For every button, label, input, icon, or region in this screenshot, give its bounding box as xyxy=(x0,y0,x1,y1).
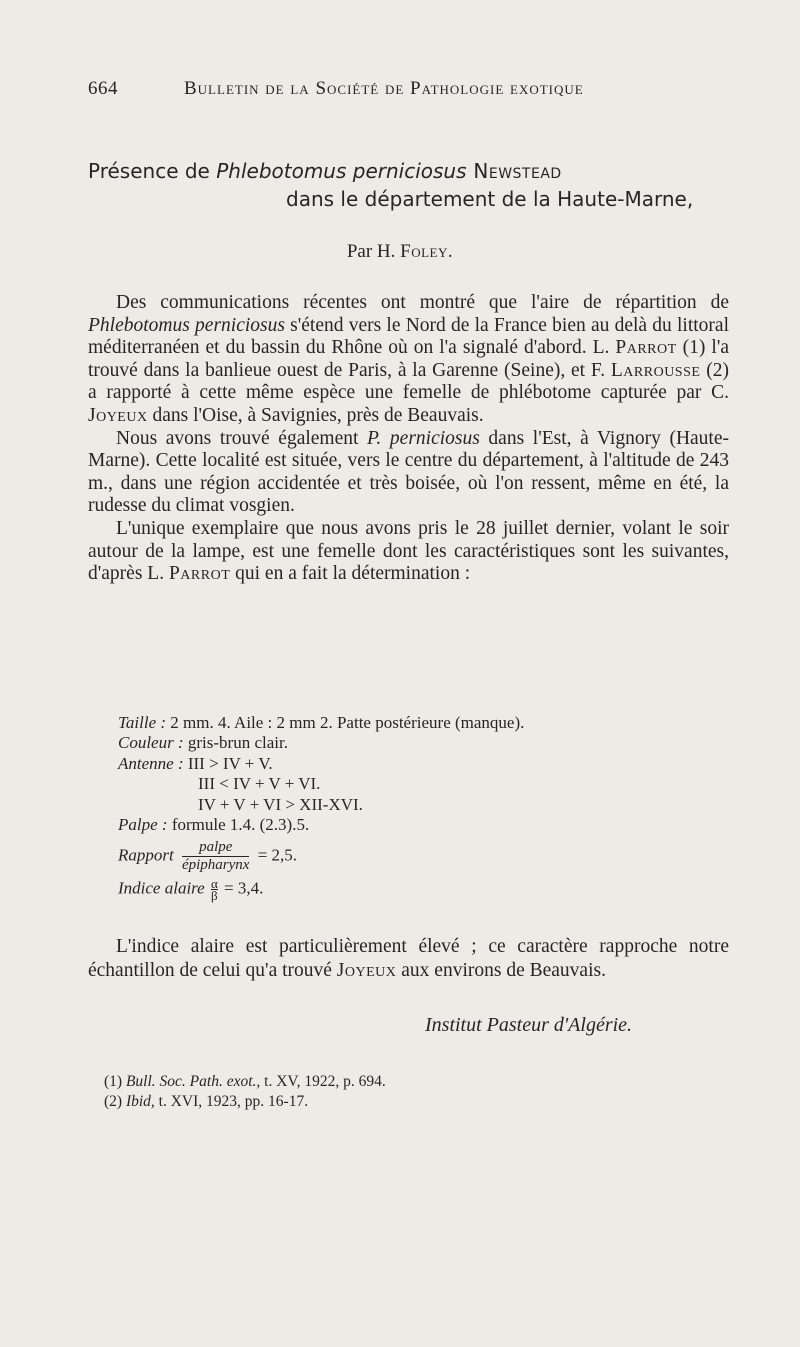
couleur-row: Couleur : gris-brun clair. xyxy=(118,733,288,753)
article-title xyxy=(88,157,728,213)
palpe-row: Palpe : formule 1.4. (2.3).5. xyxy=(118,815,310,835)
indice-fraction: $\frac{\alpha}{\beta}$ xyxy=(210,876,218,904)
page-number: 664 xyxy=(88,78,118,99)
article-body xyxy=(88,292,729,586)
paragraph-3: L'unique exemplaire que nous avons pris le 28 juillet dernier, volant le soir autour de la lampe, est une femelle dont les caractéristiques sont les suivantes, d'après L. Parrot qui en a fait la détermination : xyxy=(88,517,729,585)
title-species: Phlebotomus perniciosus xyxy=(216,159,467,183)
antenne-row-2: III < IV + V + VI. xyxy=(198,774,321,794)
paragraph-2: Nous avons trouvé également P. perniciosus dans l'Est, à Vignory (Haute-Marne). Cette localité est située, vers le centre du département, à l'altitude de 243 m., dans une région accidentée et très boisée, où l'on ressent, même en été, la rudesse du climat vosgien. xyxy=(88,427,729,517)
closing-paragraph: L'indice alaire est particulièrement élevé ; ce caractère rapproche notre échantillon de celui qu'a trouvé Joyeux aux environs de Beauvais. xyxy=(88,936,729,981)
antenne-row-3: IV + V + VI > XII-XVI. xyxy=(198,794,363,814)
indice-row: Indice alaire $\frac{\alpha}{\beta}$ = 3,4. xyxy=(118,876,264,904)
byline: Par H. Foley. xyxy=(346,241,454,262)
measurements-block xyxy=(118,713,698,904)
paragraph-1: Des communications récentes ont montré que l'aire de répartition de Phlebotomus perniciosus s'étend vers le Nord de la France bien au delà du littoral méditerranéen et du bassin du Rhône où on l'a signalé d'abord. L. Parrot (1) l'a trouvé dans la banlieue ouest de Paris, à la Garenne (Seine), et F. Larrousse (2) a rapporté à cette même espèce une femelle de phlébotome capturée par C. Joyeux dans l'Oise, à Savignies, près de Beauvais. xyxy=(88,292,729,426)
title-author: Newstead xyxy=(466,159,562,183)
footnotes xyxy=(104,1072,386,1112)
author-name: Foley. xyxy=(400,241,454,262)
title-line-1: Présence de Phlebotomus perniciosus Newstead xyxy=(88,159,562,183)
taille-row: Taille : 2 mm. 4. Aile : 2 mm 2. Patte postérieure (manque). xyxy=(118,713,525,732)
footnote-1: (1) Bull. Soc. Path. exot., t. XV, 1922, p. 694. xyxy=(104,1073,386,1090)
title-line-2: dans le département de la Haute-Marne, xyxy=(286,187,694,211)
running-title: Bulletin de la Société de Pathologie exotique xyxy=(184,78,584,99)
antenne-row: Antenne : III > IV + V. xyxy=(118,753,273,773)
institution: Institut Pasteur d'Algérie. xyxy=(425,1014,633,1036)
rapport-fraction: $\frac{\text{palpe}}{\text{épipharynx}}$ xyxy=(181,839,250,874)
rapport-row: Rapport $\frac{\text{palpe}}{\text{épipharynx}}$ = 2,5. xyxy=(118,839,298,874)
footnote-2: (2) Ibid, t. XVI, 1923, pp. 16-17. xyxy=(104,1093,309,1110)
